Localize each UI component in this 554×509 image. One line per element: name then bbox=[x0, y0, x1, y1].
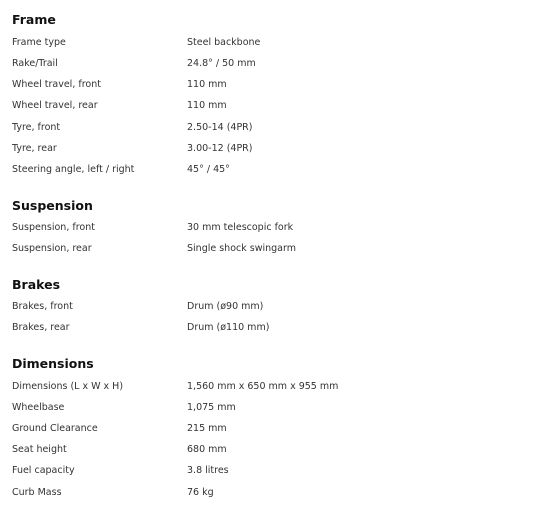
spec-value: 680 mm bbox=[187, 444, 227, 455]
spec-value: 76 kg bbox=[187, 487, 214, 498]
section-title-brakes: Brakes bbox=[12, 277, 61, 292]
spec-row bbox=[12, 401, 542, 415]
spec-label: Frame type bbox=[12, 37, 66, 48]
spec-value: 45° / 45° bbox=[187, 164, 230, 175]
spec-row bbox=[12, 422, 542, 436]
spec-row bbox=[12, 486, 542, 500]
spec-value: 3.8 litres bbox=[187, 465, 229, 476]
spec-row bbox=[12, 142, 542, 156]
spec-row bbox=[12, 57, 542, 71]
spec-row bbox=[12, 380, 542, 394]
spec-label: Wheel travel, rear bbox=[12, 100, 98, 111]
spec-row bbox=[12, 99, 542, 113]
spec-value: 1,560 mm x 650 mm x 955 mm bbox=[187, 381, 339, 392]
spec-label: Tyre, front bbox=[12, 122, 61, 133]
spec-row bbox=[12, 300, 542, 314]
spec-row bbox=[12, 36, 542, 50]
spec-label: Brakes, front bbox=[12, 301, 73, 312]
spec-value: 110 mm bbox=[187, 79, 227, 90]
spec-label: Tyre, rear bbox=[12, 143, 57, 154]
spec-label: Suspension, rear bbox=[12, 243, 92, 254]
spec-value: 2.50-14 (4PR) bbox=[187, 122, 253, 133]
section-title-frame: Frame bbox=[12, 12, 56, 27]
spec-value: 30 mm telescopic fork bbox=[187, 222, 294, 233]
section-title-dimensions: Dimensions bbox=[12, 356, 94, 371]
spec-label: Fuel capacity bbox=[12, 465, 75, 476]
section-title-suspension: Suspension bbox=[12, 198, 93, 213]
spec-value: 215 mm bbox=[187, 423, 227, 434]
spec-row bbox=[12, 163, 542, 177]
spec-value: Drum (ø110 mm) bbox=[187, 322, 270, 333]
spec-label: Ground Clearance bbox=[12, 423, 98, 434]
spec-row bbox=[12, 321, 542, 335]
spec-row bbox=[12, 443, 542, 457]
spec-label: Seat height bbox=[12, 444, 67, 455]
spec-value: Drum (ø90 mm) bbox=[187, 301, 264, 312]
spec-value: Single shock swingarm bbox=[187, 243, 296, 254]
spec-value: 3.00-12 (4PR) bbox=[187, 143, 253, 154]
spec-label: Rake/Trail bbox=[12, 58, 58, 69]
spec-value: Steel backbone bbox=[187, 37, 261, 48]
spec-label: Brakes, rear bbox=[12, 322, 70, 333]
spec-row bbox=[12, 221, 542, 235]
spec-row bbox=[12, 78, 542, 92]
spec-value: 1,075 mm bbox=[187, 402, 236, 413]
spec-row bbox=[12, 121, 542, 135]
spec-label: Steering angle, left / right bbox=[12, 164, 135, 175]
spec-label: Suspension, front bbox=[12, 222, 95, 233]
spec-value: 24.8° / 50 mm bbox=[187, 58, 256, 69]
spec-row bbox=[12, 464, 542, 478]
spec-value: 110 mm bbox=[187, 100, 227, 111]
spec-label: Wheel travel, front bbox=[12, 79, 101, 90]
spec-label: Dimensions (L x W x H) bbox=[12, 381, 124, 392]
spec-row bbox=[12, 242, 542, 256]
spec-label: Wheelbase bbox=[12, 402, 65, 413]
spec-label: Curb Mass bbox=[12, 487, 62, 498]
